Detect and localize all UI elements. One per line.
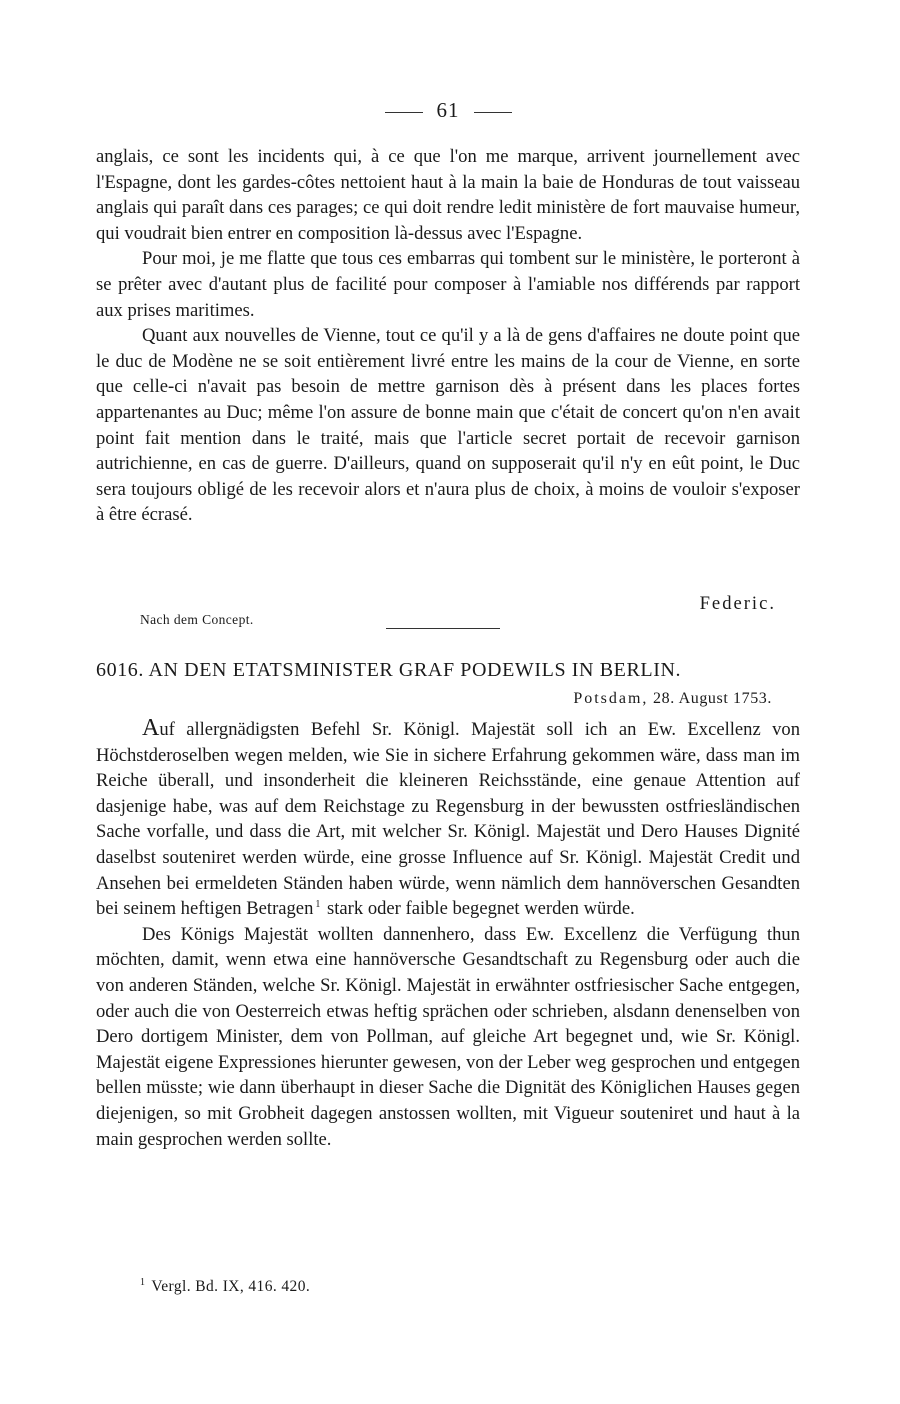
- header-dash-right: [474, 112, 512, 113]
- paragraph-text: stark oder faible begegnet werden würde.: [322, 898, 635, 920]
- document-title: AN DEN ETATSMINISTER GRAF PODEWILS IN BERLIN.: [148, 659, 682, 681]
- footnote-mark: 1: [140, 1276, 146, 1288]
- signature: Federic.: [699, 593, 776, 614]
- paragraph: Quant aux nouvelles de Vienne, tout ce qu'il y a là de gens d'affaires ne doute point que le duc de Modène ne se soit entièrement livré entre les mains de la cour de Vienne, en sorte que celle-ci n'avait pas besoin de mettre garnison dès à présent dans les places fortes appartenantes au Duc; même l'on assure de bonne main que c'était de concert qu'on n'en avait point fait mention dans le traité, mais que l'article secret portait de recevoir garnison autrichienne, en cas de guerre. D'ailleurs, quand on supposerait qu'il n'y en eût point, le Duc sera toujours obligé de les recevoir alors et n'aura plus de choix, à moins de vouloir s'exposer à être écrasé.: [96, 325, 800, 526]
- paragraph: anglais, ce sont les incidents qui, à ce que l'on me marque, arrivent journellement avec l'Espagne, dont les gardes-côtes nettoient haut à la main la baie de Honduras de tout vaisseau anglais qui paraît dans ces parages; ce qui doit rendre ledit ministère de fort mauvaise humeur, qui voudrait bien entrer en composition là-dessus avec l'Espagne.: [96, 146, 800, 244]
- dateline: [573, 690, 772, 708]
- page-header: [96, 96, 800, 124]
- page-number: 61: [436, 98, 460, 122]
- footnote-text: Vergl. Bd. IX, 416. 420.: [151, 1278, 311, 1295]
- header-dash-left: [385, 112, 423, 113]
- document-number: 6016.: [96, 659, 144, 681]
- letter-body-french: [96, 144, 800, 528]
- dateline-date: 28. August 1753.: [653, 690, 772, 707]
- source-note: Nach dem Concept.: [140, 612, 254, 627]
- footnote: [138, 1278, 310, 1296]
- letter-body-german: [96, 716, 800, 1152]
- document-heading: [96, 656, 800, 684]
- dateline-place: Potsdam,: [573, 690, 649, 707]
- footnote-reference[interactable]: 1: [315, 898, 321, 910]
- paragraph: Pour moi, je me flatte que tous ces embarras qui tombent sur le ministère, le porteront à se prêter avec d'autant plus de facilité pour composer à l'amiable nos différends par rapport aux prises maritimes.: [96, 248, 800, 321]
- paragraph: Des Königs Majestät wollten dannenhero, dass Ew. Excellenz die Verfügung thun möchten, damit, wenn etwa eine hannöversche Gesandtschaft zu Regensburg oder auch die von anderen Ständen, welche Sr. Königl. Majestät in erwähnter ostfriesischer Sache entgegen, oder auch die von Oesterreich etwas heftig sprächen oder schrieben, alsdann denenselben von Dero dortigem Minister, dem von Pollman, auf gleiche Art begegnet und, wie Sr. Königl. Majestät eigene Expressiones hierunter gewesen, von der Leber weg gesprochen und entgegen bellen müsste; wie dann überhaupt in dieser Sache die Dignität des Königlichen Hauses gegen diejenigen, so mit Grobheit dagegen anstossen wollten, mit Vigueur souteniret und haut à la main gesprochen werden sollte.: [96, 923, 800, 1150]
- section-divider: [386, 628, 500, 629]
- paragraph: [96, 716, 800, 922]
- paragraph-text: uf allergnädigsten Befehl Sr. Königl. Majestät soll ich an Ew. Excellenz von Höchstderoselben wegen melden, wie Sie in sichere Erfahrung gekommen wäre, dass man im Reiche überall, und insonderheit die kleineren Reichsstände, eine genaue Attention auf dasjenige habe, was auf dem Reichstage zu Regensburg in der bewussten ostfriesländischen Sache vorfalle, und dass die Art, mit welcher Sr. Königl. Majestät und Dero Hauses Dignité daselbst souteniret werden würde, eine grosse Influence auf Sr. Königl. Majestät Credit und Ansehen bei ermeldeten Ständen haben würde, wenn nämlich dem hannöverschen Gesandten bei seinem heftigen Betragen: [96, 719, 800, 920]
- initial-letter: A: [142, 715, 160, 741]
